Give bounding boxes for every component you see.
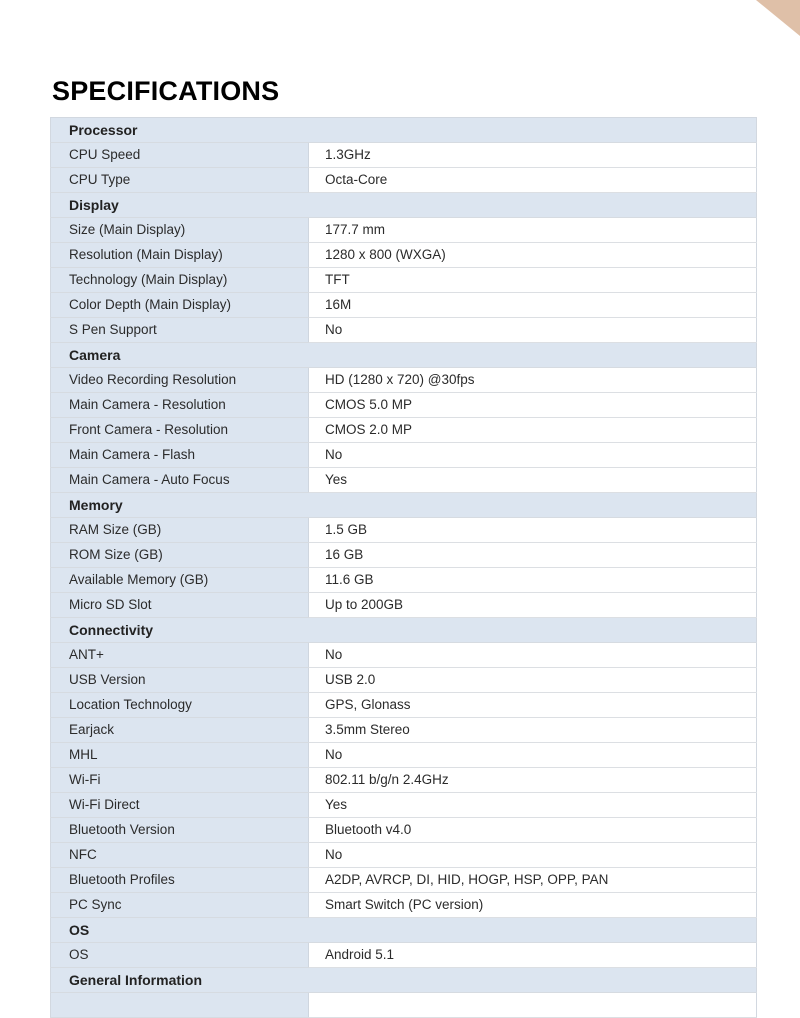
spec-label: Location Technology <box>51 693 309 718</box>
spec-label: PC Sync <box>51 893 309 918</box>
spec-value: 11.6 GB <box>309 568 757 593</box>
spec-row <box>51 718 757 743</box>
spec-value: 16 GB <box>309 543 757 568</box>
spec-label: ROM Size (GB) <box>51 543 309 568</box>
spec-row <box>51 893 757 918</box>
spec-value: 3.5mm Stereo <box>309 718 757 743</box>
spec-label: Color Depth (Main Display) <box>51 293 309 318</box>
spec-label: Wi-Fi <box>51 768 309 793</box>
spec-label: S Pen Support <box>51 318 309 343</box>
spec-row <box>51 593 757 618</box>
spec-row <box>51 368 757 393</box>
spec-row <box>51 568 757 593</box>
spec-label: CPU Speed <box>51 143 309 168</box>
spec-value: Smart Switch (PC version) <box>309 893 757 918</box>
page-title: SPECIFICATIONS <box>52 76 280 106</box>
spec-label: Resolution (Main Display) <box>51 243 309 268</box>
spec-label <box>51 993 309 1018</box>
spec-value: Yes <box>309 468 757 493</box>
spec-row <box>51 393 757 418</box>
spec-value: 1.3GHz <box>309 143 757 168</box>
spec-row <box>51 543 757 568</box>
spec-row <box>51 793 757 818</box>
spec-value: No <box>309 643 757 668</box>
spec-label: Earjack <box>51 718 309 743</box>
section-header-display <box>51 193 757 218</box>
spec-row <box>51 843 757 868</box>
spec-value: GPS, Glonass <box>309 693 757 718</box>
spec-label: CPU Type <box>51 168 309 193</box>
section-title: Memory <box>69 497 123 513</box>
spec-row <box>51 668 757 693</box>
spec-label: Main Camera - Flash <box>51 443 309 468</box>
spec-value: Android 5.1 <box>309 943 757 968</box>
spec-row <box>51 468 757 493</box>
spec-row <box>51 143 757 168</box>
section-header-connectivity <box>51 618 757 643</box>
spec-value: CMOS 2.0 MP <box>309 418 757 443</box>
section-header-os <box>51 918 757 943</box>
section-header-general-information <box>51 968 757 993</box>
spec-label: Micro SD Slot <box>51 593 309 618</box>
spec-value: HD (1280 x 720) @30fps <box>309 368 757 393</box>
section-title: Processor <box>69 122 138 138</box>
spec-label: Size (Main Display) <box>51 218 309 243</box>
section-header-cell <box>51 493 757 518</box>
spec-value: No <box>309 843 757 868</box>
spec-value: 16M <box>309 293 757 318</box>
spec-row <box>51 993 757 1018</box>
spec-value: No <box>309 443 757 468</box>
section-title: Connectivity <box>69 622 154 638</box>
spec-value: Yes <box>309 793 757 818</box>
spec-value: Bluetooth v4.0 <box>309 818 757 843</box>
spec-value: 1.5 GB <box>309 518 757 543</box>
spec-label: MHL <box>51 743 309 768</box>
section-title: Display <box>69 197 119 213</box>
spec-label: USB Version <box>51 668 309 693</box>
section-header-cell <box>51 193 757 218</box>
spec-label: Bluetooth Version <box>51 818 309 843</box>
spec-row <box>51 443 757 468</box>
spec-value: CMOS 5.0 MP <box>309 393 757 418</box>
spec-label: Available Memory (GB) <box>51 568 309 593</box>
section-header-cell <box>51 968 757 993</box>
spec-value: No <box>309 743 757 768</box>
spec-row <box>51 868 757 893</box>
spec-row <box>51 318 757 343</box>
corner-decoration <box>756 0 800 36</box>
spec-row <box>51 268 757 293</box>
section-header-cell <box>51 918 757 943</box>
spec-row <box>51 168 757 193</box>
spec-value: 802.11 b/g/n 2.4GHz <box>309 768 757 793</box>
spec-row <box>51 218 757 243</box>
section-header-cell <box>51 118 757 143</box>
spec-value: 177.7 mm <box>309 218 757 243</box>
spec-label: ANT+ <box>51 643 309 668</box>
specifications-table-body <box>51 118 757 1018</box>
spec-value: Octa-Core <box>309 168 757 193</box>
spec-value: Up to 200GB <box>309 593 757 618</box>
spec-row <box>51 243 757 268</box>
spec-label: Main Camera - Resolution <box>51 393 309 418</box>
section-title: OS <box>69 922 90 938</box>
section-title: General Information <box>69 972 203 988</box>
spec-label: Technology (Main Display) <box>51 268 309 293</box>
spec-row <box>51 693 757 718</box>
spec-row <box>51 818 757 843</box>
spec-row <box>51 768 757 793</box>
spec-label: Video Recording Resolution <box>51 368 309 393</box>
section-header-processor <box>51 118 757 143</box>
spec-row <box>51 418 757 443</box>
section-header-memory <box>51 493 757 518</box>
spec-label: NFC <box>51 843 309 868</box>
section-title: Camera <box>69 347 121 363</box>
spec-label: Bluetooth Profiles <box>51 868 309 893</box>
spec-row <box>51 643 757 668</box>
specifications-table <box>50 117 757 1018</box>
section-header-cell <box>51 343 757 368</box>
spec-value: A2DP, AVRCP, DI, HID, HOGP, HSP, OPP, PAN <box>309 868 757 893</box>
spec-row <box>51 518 757 543</box>
spec-label: Main Camera - Auto Focus <box>51 468 309 493</box>
spec-value: TFT <box>309 268 757 293</box>
spec-value: No <box>309 318 757 343</box>
spec-value: USB 2.0 <box>309 668 757 693</box>
spec-label: Wi-Fi Direct <box>51 793 309 818</box>
spec-row <box>51 293 757 318</box>
spec-value <box>309 993 757 1018</box>
spec-label: OS <box>51 943 309 968</box>
section-header-camera <box>51 343 757 368</box>
spec-value: 1280 x 800 (WXGA) <box>309 243 757 268</box>
spec-row <box>51 943 757 968</box>
spec-row <box>51 743 757 768</box>
section-header-cell <box>51 618 757 643</box>
spec-label: RAM Size (GB) <box>51 518 309 543</box>
spec-label: Front Camera - Resolution <box>51 418 309 443</box>
